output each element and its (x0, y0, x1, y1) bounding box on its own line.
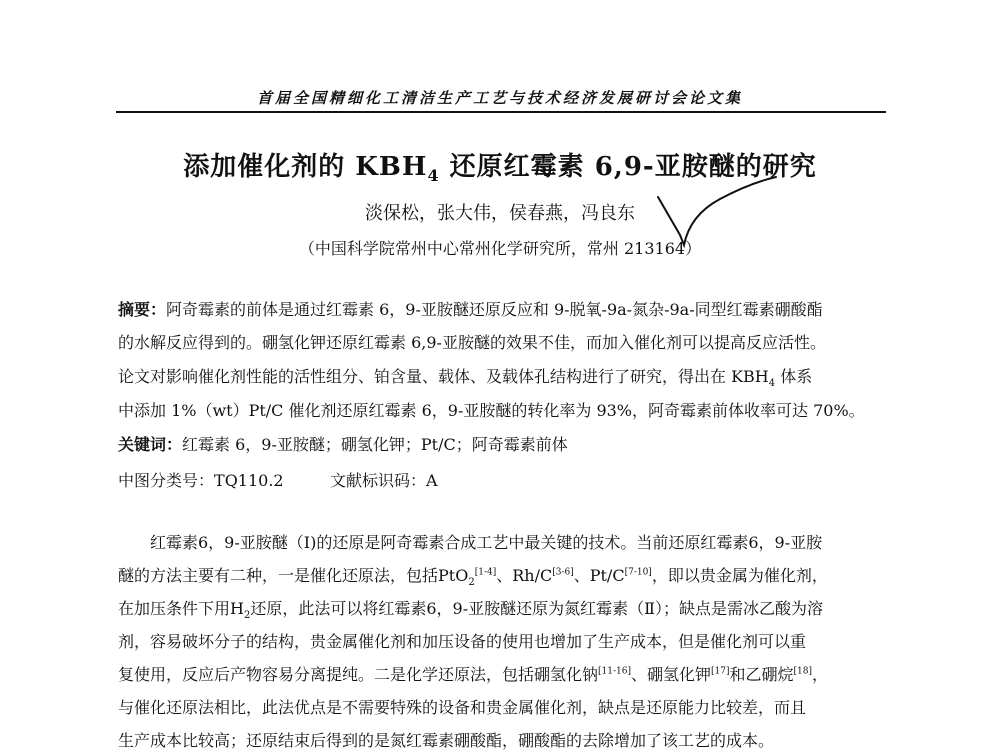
body-text: 还原，此法可以将红霉素6，9-亚胺醚还原为氮红霉素（Ⅱ）；缺点是需冰乙酸为溶 (250, 599, 823, 618)
abstract-line: 中添加 1%（wt）Pt/C 催化剂还原红霉素 6，9-亚胺醚的转化率为 93%，阿奇霉素前体收率可达 70%。 (118, 401, 865, 420)
subscript: 2 (243, 610, 251, 622)
citation: [17] (711, 666, 730, 677)
title-part: 添加催化剂的 KBH (183, 152, 428, 182)
body-text: ， (811, 665, 828, 684)
keywords-label: 关键词： (118, 435, 183, 454)
body-line: 生产成本比较高；还原结束后得到的是氮红霉素硼酸酯，硼酸酯的去除增加了该工艺的成本。 (118, 731, 775, 750)
title-part: 还原红霉素 6,9-亚胺醚的研究 (439, 152, 817, 182)
citation: [3-6] (552, 567, 574, 578)
body-text: 复使用，反应后产物容易分离提纯。二是化学还原法，包括硼氢化钠 (118, 665, 599, 684)
abstract-line: 论文对影响催化剂性能的活性组分、铂含量、载体、及载体孔结构进行了研究，得出在 KBH (118, 367, 769, 386)
body-text: 、硼氢化钾 (630, 665, 711, 684)
body-text: 醚的方法主要有二种，一是催化还原法，包括PtO (118, 566, 469, 585)
abstract-line: 体系 (775, 367, 813, 386)
header-rule (116, 111, 886, 113)
paper-title (0, 146, 1000, 185)
body-text: 、Rh/C (496, 566, 553, 585)
affiliation: （中国科学院常州中心常州化学研究所，常州 213164） (298, 239, 702, 258)
citation: [7-10] (624, 567, 652, 578)
body-line: 红霉素6，9-亚胺醚（Ⅰ)的还原是阿奇霉素合成工艺中最关键的技术。当前还原红霉素6，9-亚胺 (150, 533, 823, 552)
subscript: 2 (468, 577, 475, 589)
authors: 淡保松，张大伟，侯春燕，冯良东 (365, 203, 635, 224)
clc-label: 中图分类号： (118, 471, 215, 490)
doc-label: 文献标识码： (330, 471, 427, 490)
body-line: 与催化还原法相比，此法优点是不需要特殊的设备和贵金属催化剂，缺点是还原能力比较差，而且 (118, 698, 807, 717)
classification-line (118, 468, 886, 492)
citation: [1-4] (474, 567, 497, 578)
body-paragraph (118, 530, 886, 750)
body-text: ，即以贵金属为催化剂， (651, 566, 828, 585)
handwritten-checkmark (650, 175, 780, 255)
running-header: 首届全国精细化工清洁生产工艺与技术经济发展研讨会论文集 (256, 89, 743, 107)
clc-value: TQ110.2 (214, 471, 284, 490)
body-text: 、Pt/C (573, 566, 625, 585)
keywords-text: 红霉素 6，9-亚胺醚；硼氢化钾；Pt/C；阿奇霉素前体 (182, 435, 568, 454)
citation: [11-16] (598, 666, 631, 677)
abstract-block (118, 297, 886, 467)
title-subscript: 4 (427, 166, 440, 186)
abstract-label: 摘要： (118, 300, 167, 319)
body-text: 在加压条件下用H (118, 599, 244, 618)
abstract-line: 的水解反应得到的。硼氢化钾还原红霉素 6,9-亚胺醚的效果不佳，而加入催化剂可以提高反应活性。 (118, 333, 826, 352)
citation: [18] (793, 666, 812, 677)
abstract-line: 阿奇霉素的前体是通过红霉素 6，9-亚胺醚还原反应和 9-脱氧-9a-氮杂-9a-同型红霉素硼酸酯 (166, 300, 823, 319)
body-line: 剂，容易破坏分子的结构，贵金属催化剂和加压设备的使用也增加了生产成本，但是催化剂可以重 (118, 632, 807, 651)
doc-value: A (426, 471, 438, 490)
abstract-subscript: 4 (768, 378, 776, 390)
body-text: 和乙硼烷 (729, 665, 794, 684)
